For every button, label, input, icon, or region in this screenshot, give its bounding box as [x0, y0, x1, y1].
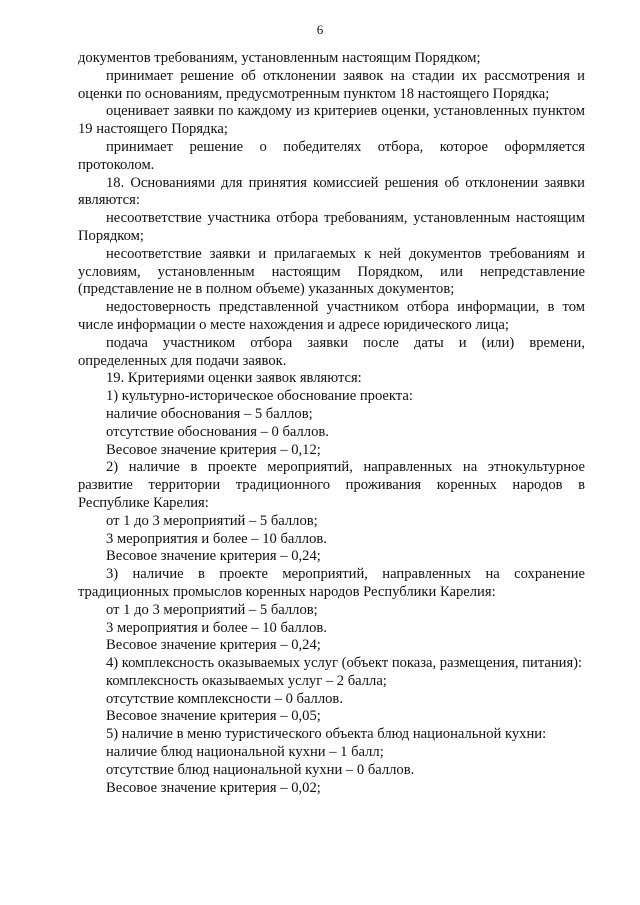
- paragraph: от 1 до 3 мероприятий – 5 баллов;: [106, 601, 318, 618]
- paragraph: несоответствие участника отбора требованиям, установленным настоящим Порядком;: [78, 210, 585, 244]
- paragraph: 2) наличие в проекте мероприятий, направленных на этнокультурное развитие территории традиционного проживания коренных народов в Республике Карелия:: [78, 459, 585, 511]
- paragraph: 3 мероприятия и более – 10 баллов.: [106, 530, 327, 547]
- paragraph: 5) наличие в меню туристического объекта блюд национальной кухни:: [106, 726, 547, 743]
- document-body: [78, 50, 585, 797]
- paragraph: 4) комплексность оказываемых услуг (объект показа, размещения, питания):: [106, 655, 583, 672]
- paragraph: документов требованиям, установленным настоящим Порядком;: [78, 50, 481, 66]
- paragraph: комплексность оказываемых услуг – 2 балла;: [106, 672, 387, 689]
- paragraph: наличие обоснования – 5 баллов;: [106, 405, 313, 422]
- paragraph: наличие блюд национальной кухни – 1 балл;: [106, 744, 384, 761]
- paragraph: 3 мероприятия и более – 10 баллов.: [106, 619, 327, 636]
- paragraph: Весовое значение критерия – 0,05;: [106, 708, 321, 725]
- paragraph: недостоверность представленной участником отбора информации, в том числе информации о месте нахождения и адресе юридического лица;: [78, 299, 585, 333]
- paragraph: Весовое значение критерия – 0,24;: [106, 637, 321, 654]
- page-number: 6: [316, 22, 324, 37]
- paragraph: несоответствие заявки и прилагаемых к ней документов требованиям и условиям, установленным настоящим Порядком, или непредставление (представление не в полном объеме) указанных документов;: [78, 245, 585, 298]
- paragraph: Весовое значение критерия – 0,24;: [106, 548, 321, 565]
- paragraph: от 1 до 3 мероприятий – 5 баллов;: [106, 512, 318, 529]
- paragraph: Весовое значение критерия – 0,02;: [106, 779, 321, 796]
- paragraph: оценивает заявки по каждому из критериев оценки, установленных пунктом 19 настоящего Порядка;: [78, 103, 585, 138]
- paragraph: принимает решение о победителях отбора, которое оформляется протоколом.: [78, 138, 585, 173]
- paragraph: 3) наличие в проекте мероприятий, направленных на сохранение традиционных промыслов коренных народов Республики Карелия:: [78, 566, 585, 600]
- paragraph: 18. Основаниями для принятия комиссией решения об отклонении заявки являются:: [78, 174, 585, 209]
- paragraph: отсутствие комплексности – 0 баллов.: [106, 690, 343, 707]
- paragraph: 19. Критериями оценки заявок являются:: [106, 370, 362, 387]
- paragraph: 1) культурно-историческое обоснование проекта:: [106, 388, 413, 405]
- paragraph: принимает решение об отклонении заявок на стадии их рассмотрения и оценки по основаниям, предусмотренным пунктом 18 настоящего Порядка;: [78, 67, 585, 102]
- paragraph: отсутствие блюд национальной кухни – 0 баллов.: [106, 761, 415, 778]
- paragraph: подача участником отбора заявки после даты и (или) времени, определенных для подачи заявок.: [78, 334, 585, 369]
- paragraph: Весовое значение критерия – 0,12;: [106, 441, 321, 458]
- paragraph: отсутствие обоснования – 0 баллов.: [106, 423, 329, 440]
